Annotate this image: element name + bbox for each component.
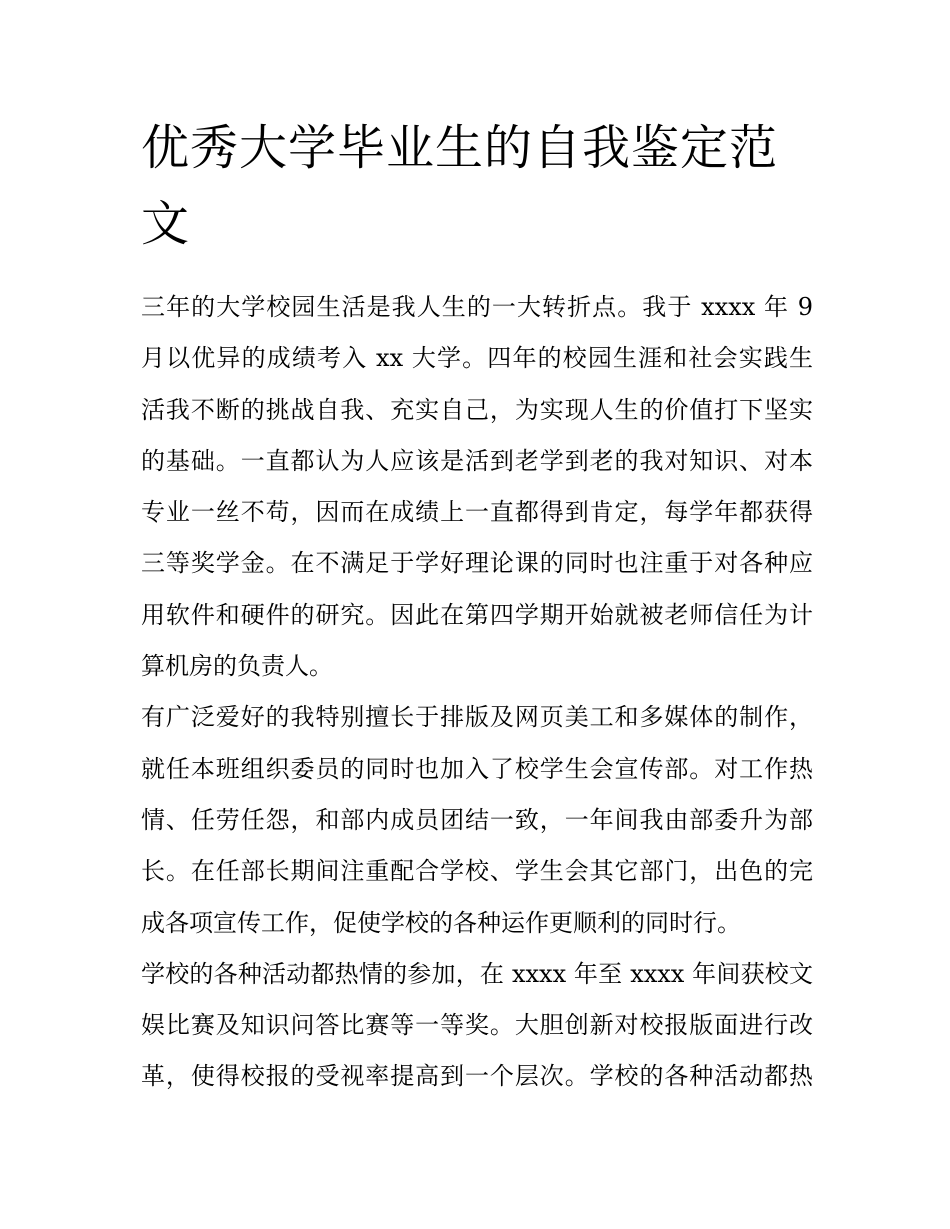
text-line: 娱比赛及知识问答比赛等一等奖。大胆创新对校报版面进行改	[141, 1011, 813, 1040]
text-line: 用软件和硬件的研究。因此在第四学期开始就被老师信任为计	[141, 600, 813, 629]
paragraph-3	[141, 949, 813, 1103]
text-line: 三年的大学校园生活是我人生的一大转折点。我于 xxxx 年 9	[141, 293, 813, 321]
text-line: 活我不断的挑战自我、充实自己，为实现人生的价值打下坚实	[141, 395, 813, 424]
text-line: 算机房的负责人。	[141, 652, 333, 681]
text-line: 革，使得校报的受视率提高到一个层次。学校的各种活动都热	[141, 1062, 813, 1091]
text-line: 情、任劳任怨，和部内成员团结一致，一年间我由部委升为部	[141, 805, 813, 834]
text-line: 成各项宣传工作，促使学校的各种运作更顺利的同时行。	[141, 908, 741, 937]
text-line: 长。在任部长期间注重配合学校、学生会其它部门，出色的完	[141, 857, 813, 886]
text-line: 有广泛爱好的我特别擅长于排版及网页美工和多媒体的制作，	[141, 703, 813, 732]
paragraph-2	[141, 692, 813, 948]
title-line: 文	[141, 196, 191, 252]
document-title	[141, 110, 821, 262]
paragraph-1	[141, 282, 813, 692]
document-body	[141, 282, 813, 1103]
text-line: 就任本班组织委员的同时也加入了校学生会宣传部。对工作热	[141, 754, 813, 783]
text-line: 月以优异的成绩考入 xx 大学。四年的校园生涯和社会实践生	[141, 344, 813, 373]
title-line: 优秀大学毕业生的自我鉴定范	[141, 120, 779, 176]
text-line: 学校的各种活动都热情的参加，在 xxxx 年至 xxxx 年间获校文	[141, 959, 813, 988]
text-line: 专业一丝不苟，因而在成绩上一直都得到肯定，每学年都获得	[141, 498, 813, 527]
text-line: 的基础。一直都认为人应该是活到老学到老的我对知识、对本	[141, 446, 813, 475]
text-line: 三等奖学金。在不满足于学好理论课的同时也注重于对各种应	[141, 549, 813, 578]
